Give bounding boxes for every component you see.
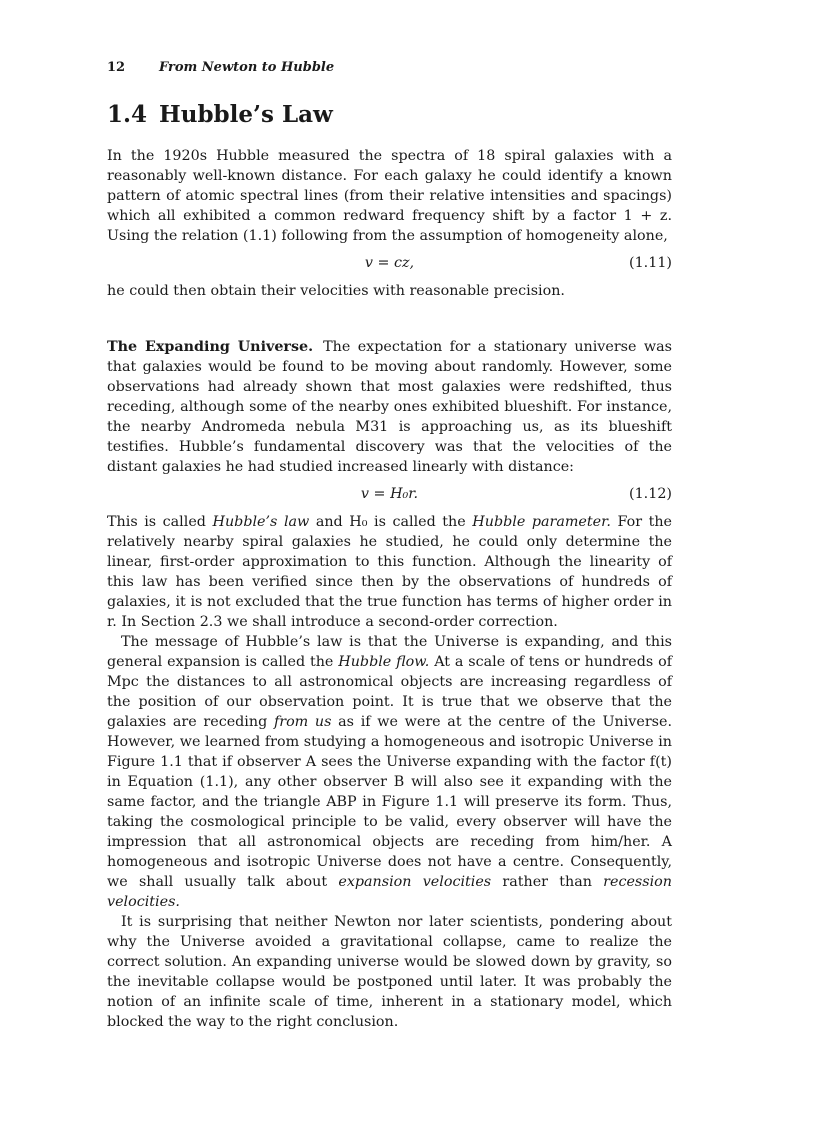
section-title: Hubble’s Law xyxy=(159,101,333,128)
book-page xyxy=(107,56,672,1032)
text-run: For the relatively nearby spiral galaxies he studied, he could only determine the linear, first-order approximation to this function. Although the linearity of this law has been verified since then by the observations of hundreds of galaxies, it is not excluded that the true function has terms of higher order in r. In Section 2.3 we shall introduce a second-order correction. xyxy=(107,514,672,630)
term-hubble-flow: Hubble flow. xyxy=(338,654,430,670)
term-hubbles-law: Hubble’s law xyxy=(212,514,310,530)
text-run: rather than xyxy=(491,874,604,890)
spacer xyxy=(107,301,672,337)
emphasis-from-us: from us xyxy=(273,714,332,730)
text-run: This is called xyxy=(107,514,213,530)
paragraph-intro: In the 1920s Hubble measured the spectra of 18 spiral galaxies with a reasonably well-known distance. For each galaxy he could identify a known pattern of atomic spectral lines (from their relative intensities and spacings) which all exhibited a common redward frequency shift by a factor 1 + z. Using the relation (1.1) following from the assumption of homogeneity alone, xyxy=(107,148,672,244)
paragraph-hubble-law xyxy=(107,512,672,632)
text-run: as if we were at the centre of the Universe. However, we learned from studying a homogeneous and isotropic Universe in Figure 1.1 that if observer A sees the Universe expanding with the factor f(t) in Equation (1.1), any other observer B will also see it expanding with the same factor, and the triangle ABP in Figure 1.1 will preserve its form. Thus, taking the cosmological principle to be valid, every observer will have the impression that all astronomical objects are receding from him/her. A homogeneous and isotropic Universe does not have a centre. Consequently, we shall usually talk about xyxy=(107,714,672,890)
equation-number: (1.12) xyxy=(629,486,672,502)
text-run: At a scale of tens or hundreds of Mpc the distances to all astronomical objects are increasing regardless of the position of our observation point. It is true that we observe that the galaxies are receding xyxy=(107,654,673,730)
text-run: and H₀ is called the xyxy=(309,514,473,530)
running-head xyxy=(107,56,672,80)
section-heading xyxy=(107,100,672,130)
equation-number: (1.11) xyxy=(629,255,672,271)
runin-text: The expectation for a stationary universe was that galaxies would be found to be moving about randomly. However, some observations had already shown that most galaxies were redshifted, thus receding, although some of the nearby ones exhibited blueshift. For instance, the nearby Andromeda nebula M31 is approaching us, as its blueshift testifies. Hubble’s fundamental discovery was that the velocities of the distant galaxies he had studied increased linearly with distance: xyxy=(107,339,672,475)
term-recession-velocities: recession velocities. xyxy=(107,874,672,910)
section-number: 1.4 xyxy=(107,101,148,128)
text-run: The message of Hubble’s law is that the Universe is expanding, and this general expansion is called the xyxy=(107,634,672,670)
equation-body: v = H₀r. xyxy=(360,486,419,502)
paragraph-collapse: It is surprising that neither Newton nor later scientists, pondering about why the Universe avoided a gravitational collapse, came to realize the correct solution. An expanding universe would be slowed down by gravity, so the inevitable collapse would be postponed until later. It was probably the notion of an infinite scale of time, inherent in a stationary model, which blocked the way to the right conclusion. xyxy=(107,914,672,1030)
running-title: From Newton to Hubble xyxy=(159,60,335,75)
runin-heading: The Expanding Universe. xyxy=(107,339,314,355)
equation-1-11 xyxy=(107,253,672,273)
page-number: 12 xyxy=(107,60,126,75)
equation-1-12 xyxy=(107,484,672,504)
equation-body: v = cz, xyxy=(364,255,415,271)
paragraph-hubble-flow xyxy=(107,632,672,912)
paragraph-velocities: he could then obtain their velocities with reasonable precision. xyxy=(107,283,565,299)
paragraph-expanding-universe xyxy=(107,337,672,477)
term-hubble-parameter: Hubble parameter. xyxy=(472,514,611,530)
term-expansion-velocities: expansion velocities xyxy=(338,874,492,890)
